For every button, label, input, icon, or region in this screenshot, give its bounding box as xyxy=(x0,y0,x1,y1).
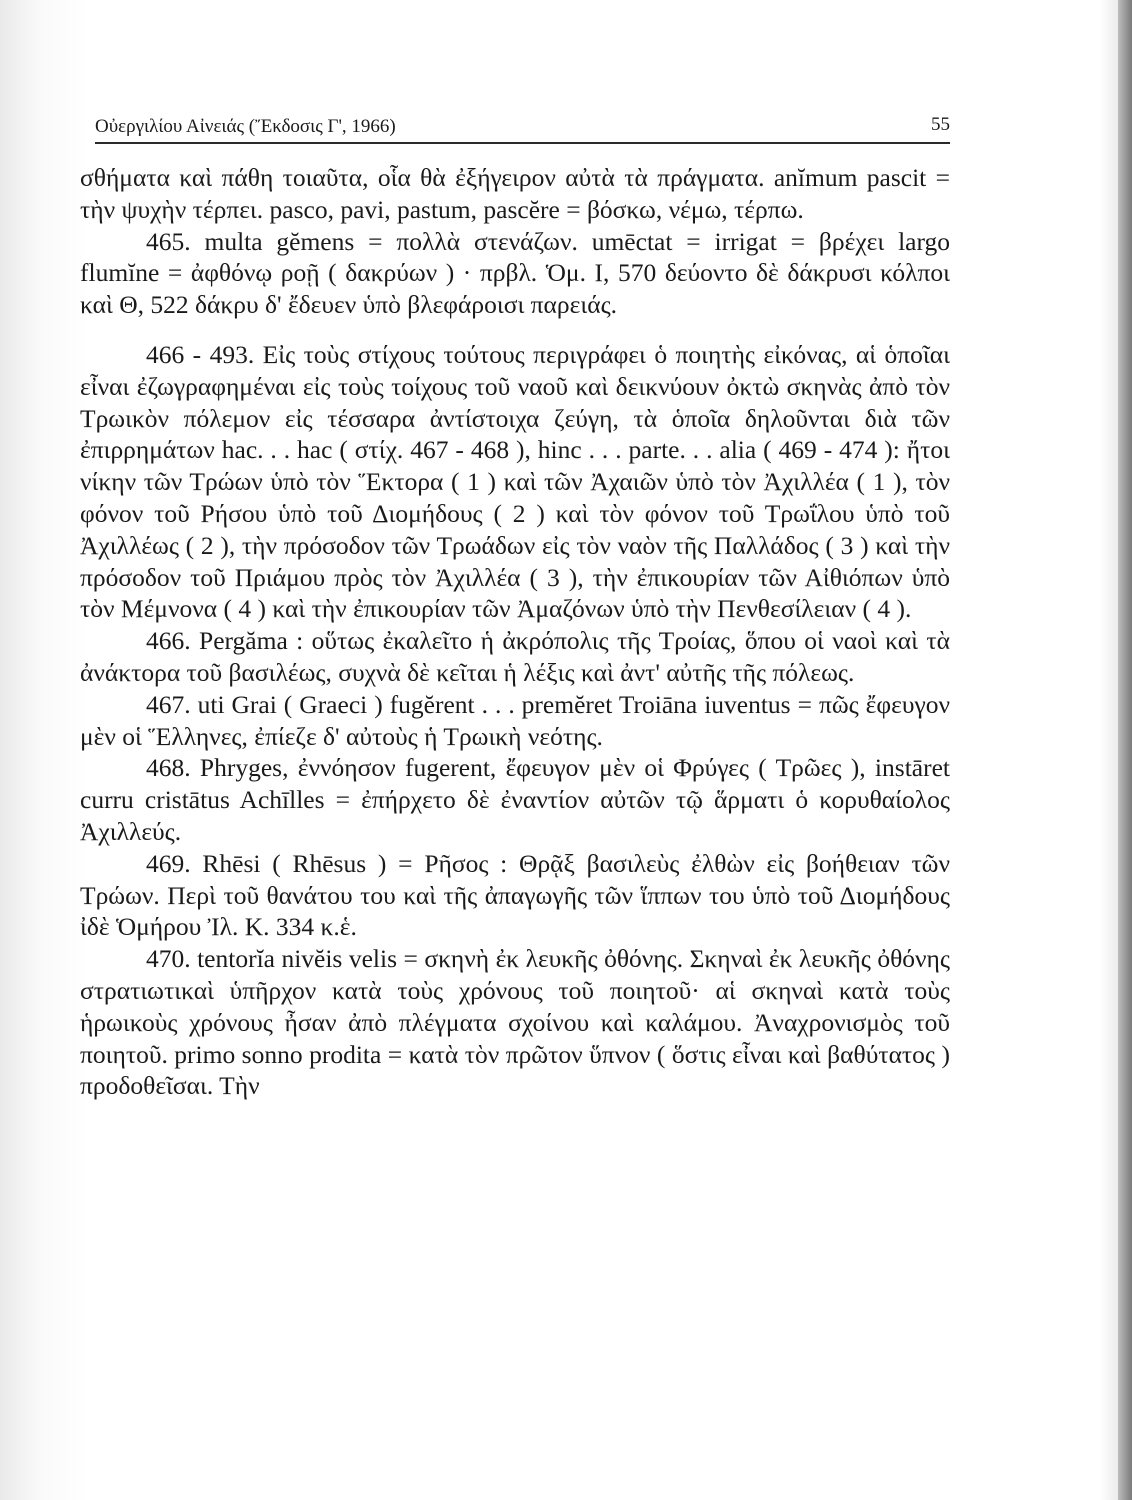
paragraph-469: 469. Rhēsi ( Rhēsus ) = Ρῆσος : Θρᾷξ βασιλεὺς ἐλθὼν εἰς βοήθειαν τῶν Τρώων. Περὶ τοῦ θανάτου του καὶ τῆς ἀπαγωγῆς τῶν ἵππων του ὑπὸ τοῦ Διομήδους ἰδὲ Ὁμήρου Ἰλ. Κ. 334 κ.ἑ. xyxy=(80,848,950,942)
paragraph-466-493: 466 - 493. Εἰς τοὺς στίχους τούτους περιγράφει ὁ ποιητὴς εἰκόνας, αἱ ὁποῖαι εἶναι ἐζωγραφημέναι εἰς τοὺς τοίχους τοῦ ναοῦ καὶ δεικνύουν ὀκτὼ σκηνὰς ἀπὸ τὸν Τρωικὸν πόλεμον εἰς τέσσαρα ἀντίστοιχα ζεύγη, τὰ ὁποῖα δηλοῦνται διὰ τῶν ἐπιρρημάτων hac. . . hac ( στίχ. 467 - 468 ), hinc . . . parte. . . alia ( 469 - 474 ): ἤτοι νίκην τῶν Τρώων ὑπὸ τὸν Ἕκτορα ( 1 ) καὶ τῶν Ἀχαιῶν ὑπὸ τὸν Ἀχιλλέα ( 1 ), τὸν φόνον τοῦ Ρήσου ὑπὸ τοῦ Διομήδους ( 2 ) καὶ τὸν φόνον τοῦ Τρωΐλου ὑπὸ τοῦ Ἀχιλλέως ( 2 ), τὴν πρόσοδον τῶν Τρωάδων εἰς τὸν ναὸν τῆς Παλλάδος ( 3 ) καὶ τὴν πρόσοδον τοῦ Πριάμου πρὸς τὸν Ἀχιλλέα ( 3 ), τὴν ἐπικουρίαν τῶν Αἰθιόπων ὑπὸ τὸν Μέμνονα ( 4 ) καὶ τὴν ἐπικουρίαν τῶν Ἀμαζόνων ὑπὸ τὴν Πενθεσίλειαν ( 4 ). xyxy=(80,339,950,624)
paragraph-466: 466. Pergăma : οὕτως ἐκαλεῖτο ἡ ἀκρόπολις τῆς Τροίας, ὅπου οἱ ναοὶ καὶ τὰ ἀνάκτορα τοῦ βασιλέως, συχνὰ δὲ κεῖται ἡ λέξις καὶ ἀντ' αὐτῆς τῆς πόλεως. xyxy=(80,626,950,687)
page-header xyxy=(95,102,950,144)
paragraph-467: 467. uti Grai ( Graeci ) fugĕrent . . . premĕret Troiāna iuventus = πῶς ἔφευγον μὲν οἱ Ἕλληνες, ἐπίεζε δ' αὐτοὺς ἡ Τρωικὴ νεότης. xyxy=(80,689,950,751)
paragraph-470: 470. tentorĭa nivĕis velis = σκηνὴ ἐκ λευκῆς ὀθόνης. Σκηναὶ ἐκ λευκῆς ὀθόνης στρατιωτικαὶ ὑπῆρχον κατὰ τοὺς χρόνους τοῦ ποιητοῦ· αἱ σκηναὶ κατὰ τοὺς ἡρωικοὺς χρόνους ἦσαν ἀπὸ πλέγματα σχοίνου καὶ καλάμου. Ἀναχρονισμὸς τοῦ ποιητοῦ. primo sonno prodita = κατὰ τὸν πρῶτον ὕπνον ( ὅστις εἶναι καὶ βαθύτατος ) προδοθεῖσαι. Τὴν xyxy=(80,944,950,1101)
running-title: Οὐεργιλίου Αἰνειάς (Ἔκδοσις Γ', 1966) xyxy=(95,116,396,137)
paragraph-468: 468. Phryges, ἐννόησον fugerent, ἔφευγον μὲν οἱ Φρύγες ( Τρῶες ), instāret curru cristātus Achīlles = ἐπήρχετο δὲ ἐναντίον αὐτῶν τῷ ἅρματι ὁ κορυθαίολος Ἀχιλλεύς. xyxy=(80,753,950,846)
commentary-body xyxy=(80,162,950,1102)
paragraph-465: 465. multa gĕmens = πολλὰ στενάζων. umēctat = irrigat = βρέχει largo flumĭne = ἀφθόνῳ ροῇ ( δακρύων ) · πρβλ. Ὁμ. Ι, 570 δεύοντο δὲ δάκρυσι κόλποι καὶ Θ, 522 δάκρυ δ' ἔδευεν ὑπὸ βλεφάροισι παρειάς. xyxy=(80,226,950,320)
page-edge-shadow xyxy=(1118,0,1132,1500)
page-number: 55 xyxy=(931,114,950,135)
paragraph-continuation: σθήματα καὶ πάθη τοιαῦτα, οἷα θὰ ἐξήγειρον αὐτὰ τὰ πράγματα. anĭmum pascit = τὴν ψυχὴν τέρπει. pasco, pavi, pastum, pascĕre = βόσκω, νέμω, τέρπω. xyxy=(80,163,950,224)
